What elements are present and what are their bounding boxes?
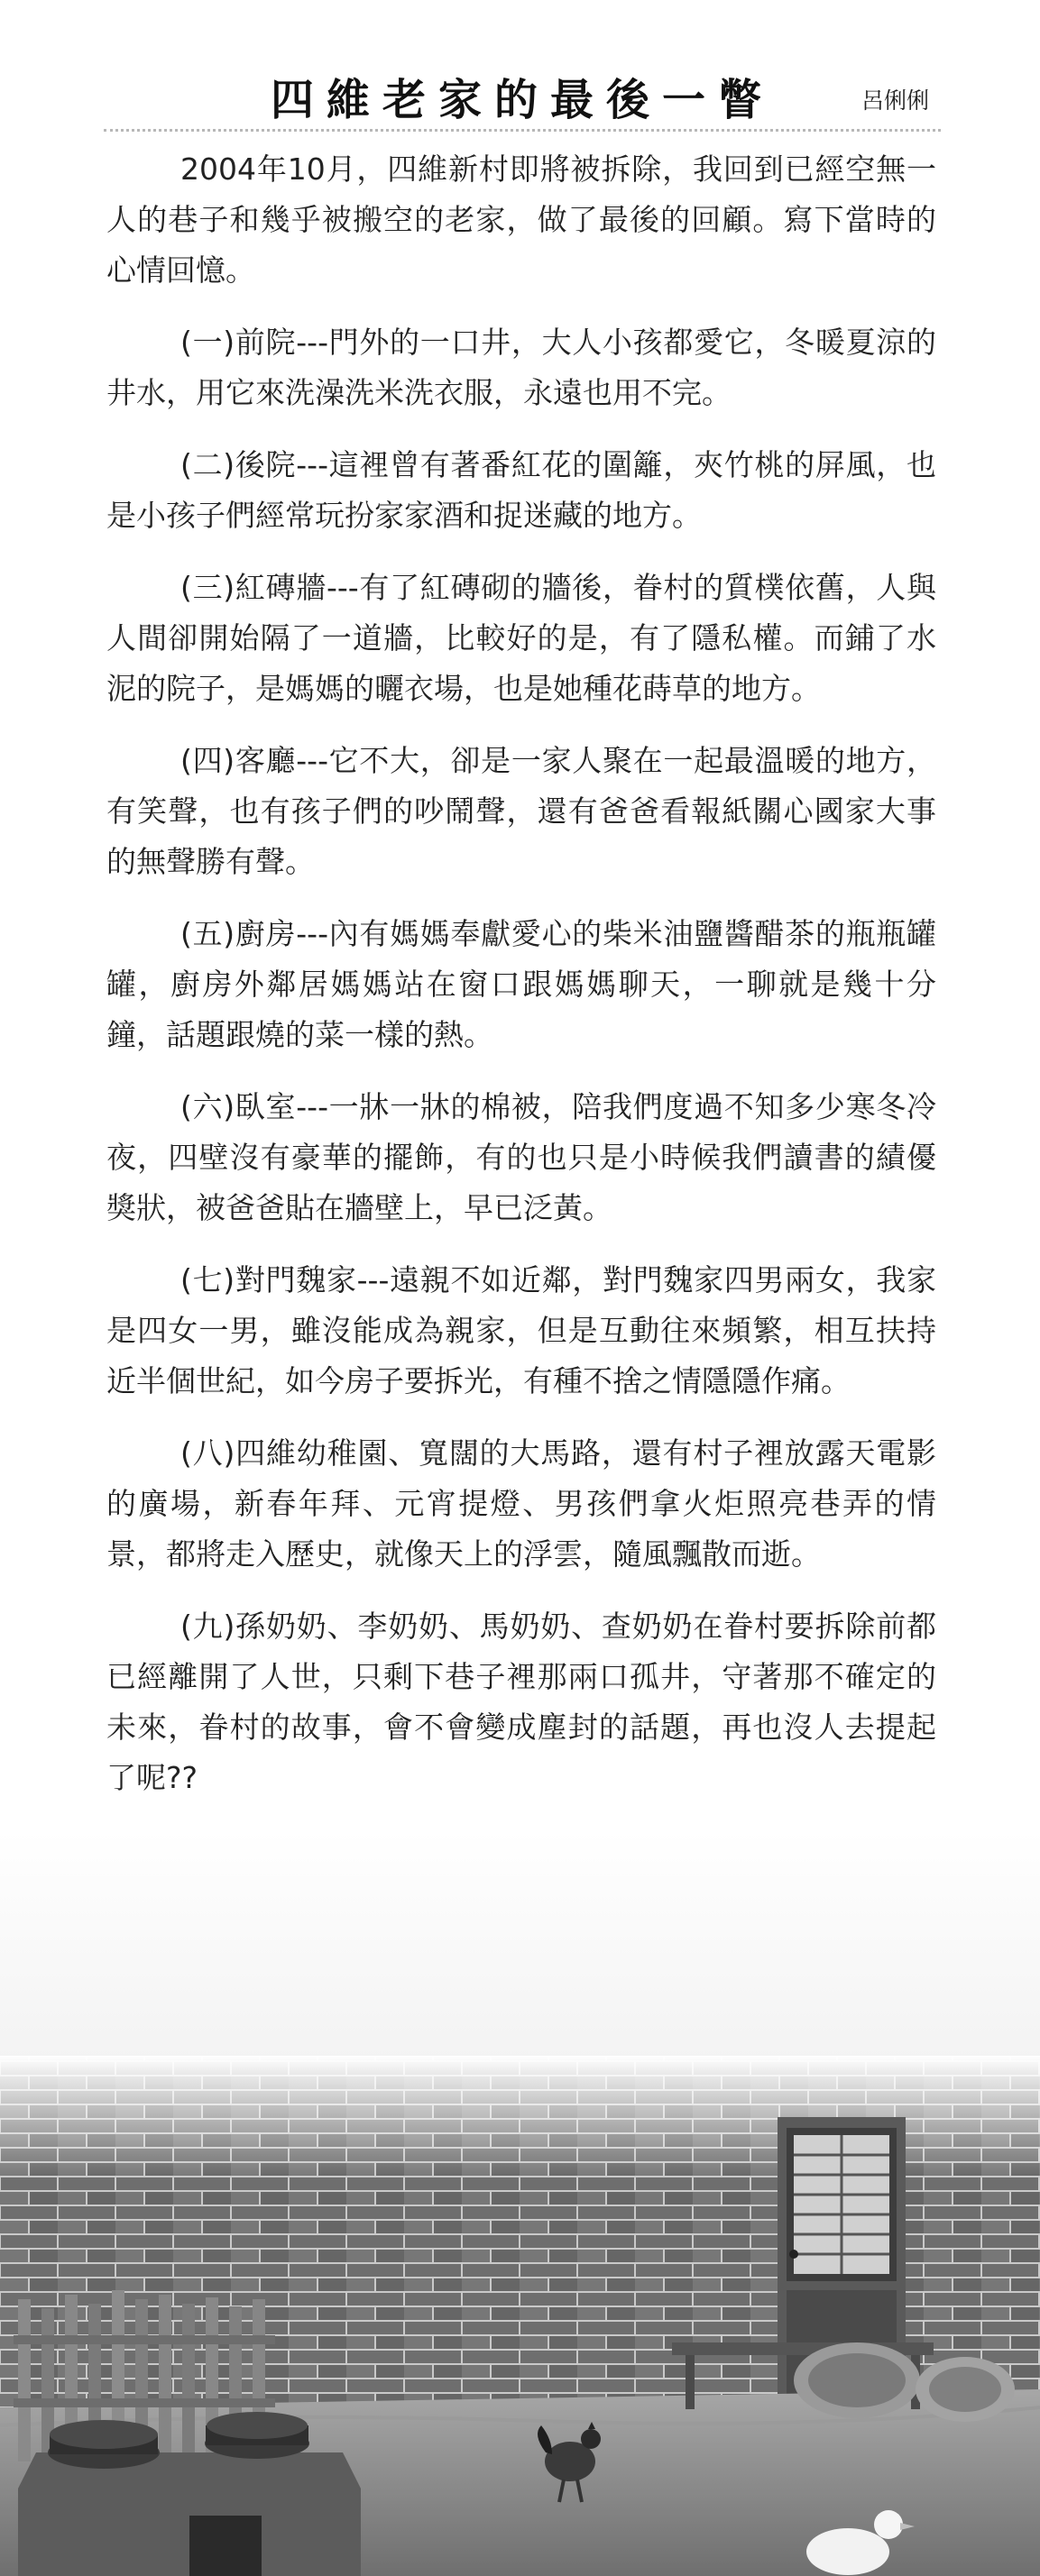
paragraph-kitchen: (五)廚房---內有媽媽奉獻愛心的柴米油鹽醬醋茶的瓶瓶罐罐，廚房外鄰居媽媽站在窗口跟媽媽聊天，一聊就是幾十分鐘，話題跟燒的菜一樣的熱。	[106, 916, 936, 1052]
paragraph-intro: 2004年10月，四維新村即將被拆除，我回到已經空無一人的巷子和幾乎被搬空的老家，做了最後的回顧。寫下當時的心情回憶。	[106, 151, 936, 288]
dotted-divider	[104, 129, 941, 132]
paragraph-living-room: (四)客廳---它不大，卻是一家人聚在一起最溫暖的地方，有笑聲，也有孩子們的吵鬧聲，還有爸爸看報紙關心國家大事的無聲勝有聲。	[106, 743, 936, 879]
paragraph-back-yard: (二)後院---這裡曾有著番紅花的圍籬，夾竹桃的屏風，也是小孩子們經常玩扮家家酒和捉迷藏的地方。	[106, 447, 936, 533]
paragraph-neighbors: (七)對門魏家---遠親不如近鄰，對門魏家四男兩女，我家是四女一男，雖沒能成為親家，但是互動往來頻繁，相互扶持近半個世紀，如今房子要拆光，有種不捨之情隱隱作痛。	[106, 1262, 936, 1398]
paragraph-village: (八)四維幼稚園、寬闊的大馬路，還有村子裡放露天電影的廣場，新春年拜、元宵提燈、男孩們拿火炬照亮巷弄的情景，都將走入歷史，就像天上的浮雲，隨風飄散而逝。	[106, 1435, 936, 1572]
header	[0, 0, 1040, 135]
paragraph-front-yard: (一)前院---門外的一口井，大人小孩都愛它，冬暖夏涼的井水，用它來洗澡洗米洗衣服，永遠也用不完。	[106, 325, 936, 410]
paragraph-brick-wall: (三)紅磚牆---有了紅磚砌的牆後，眷村的質樸依舊，人與人間卻開始隔了一道牆，比較好的是，有了隱私權。而鋪了水泥的院子，是媽媽的曬衣場，也是她種花蒔草的地方。	[106, 570, 936, 706]
page-title: 四維老家的最後一瞥	[271, 75, 775, 125]
village-scene-illustration	[0, 1830, 1040, 2576]
author-name: 呂俐俐	[861, 87, 930, 114]
paragraph-bedroom: (六)臥室---一牀一牀的棉被，陪我們度過不知多少寒冬冷夜，四壁沒有豪華的擺飾，有的也只是小時候我們讀書的績優獎狀，被爸爸貼在牆壁上，早已泛黃。	[106, 1089, 936, 1225]
paragraph-grandmothers: (九)孫奶奶、李奶奶、馬奶奶、查奶奶在眷村要拆除前都已經離開了人世，只剩下巷子裡那兩口孤井，守著那不確定的未來，眷村的故事，會不會變成塵封的話題，再也沒人去提起了呢??	[106, 1609, 936, 1795]
article-body	[106, 144, 936, 1825]
